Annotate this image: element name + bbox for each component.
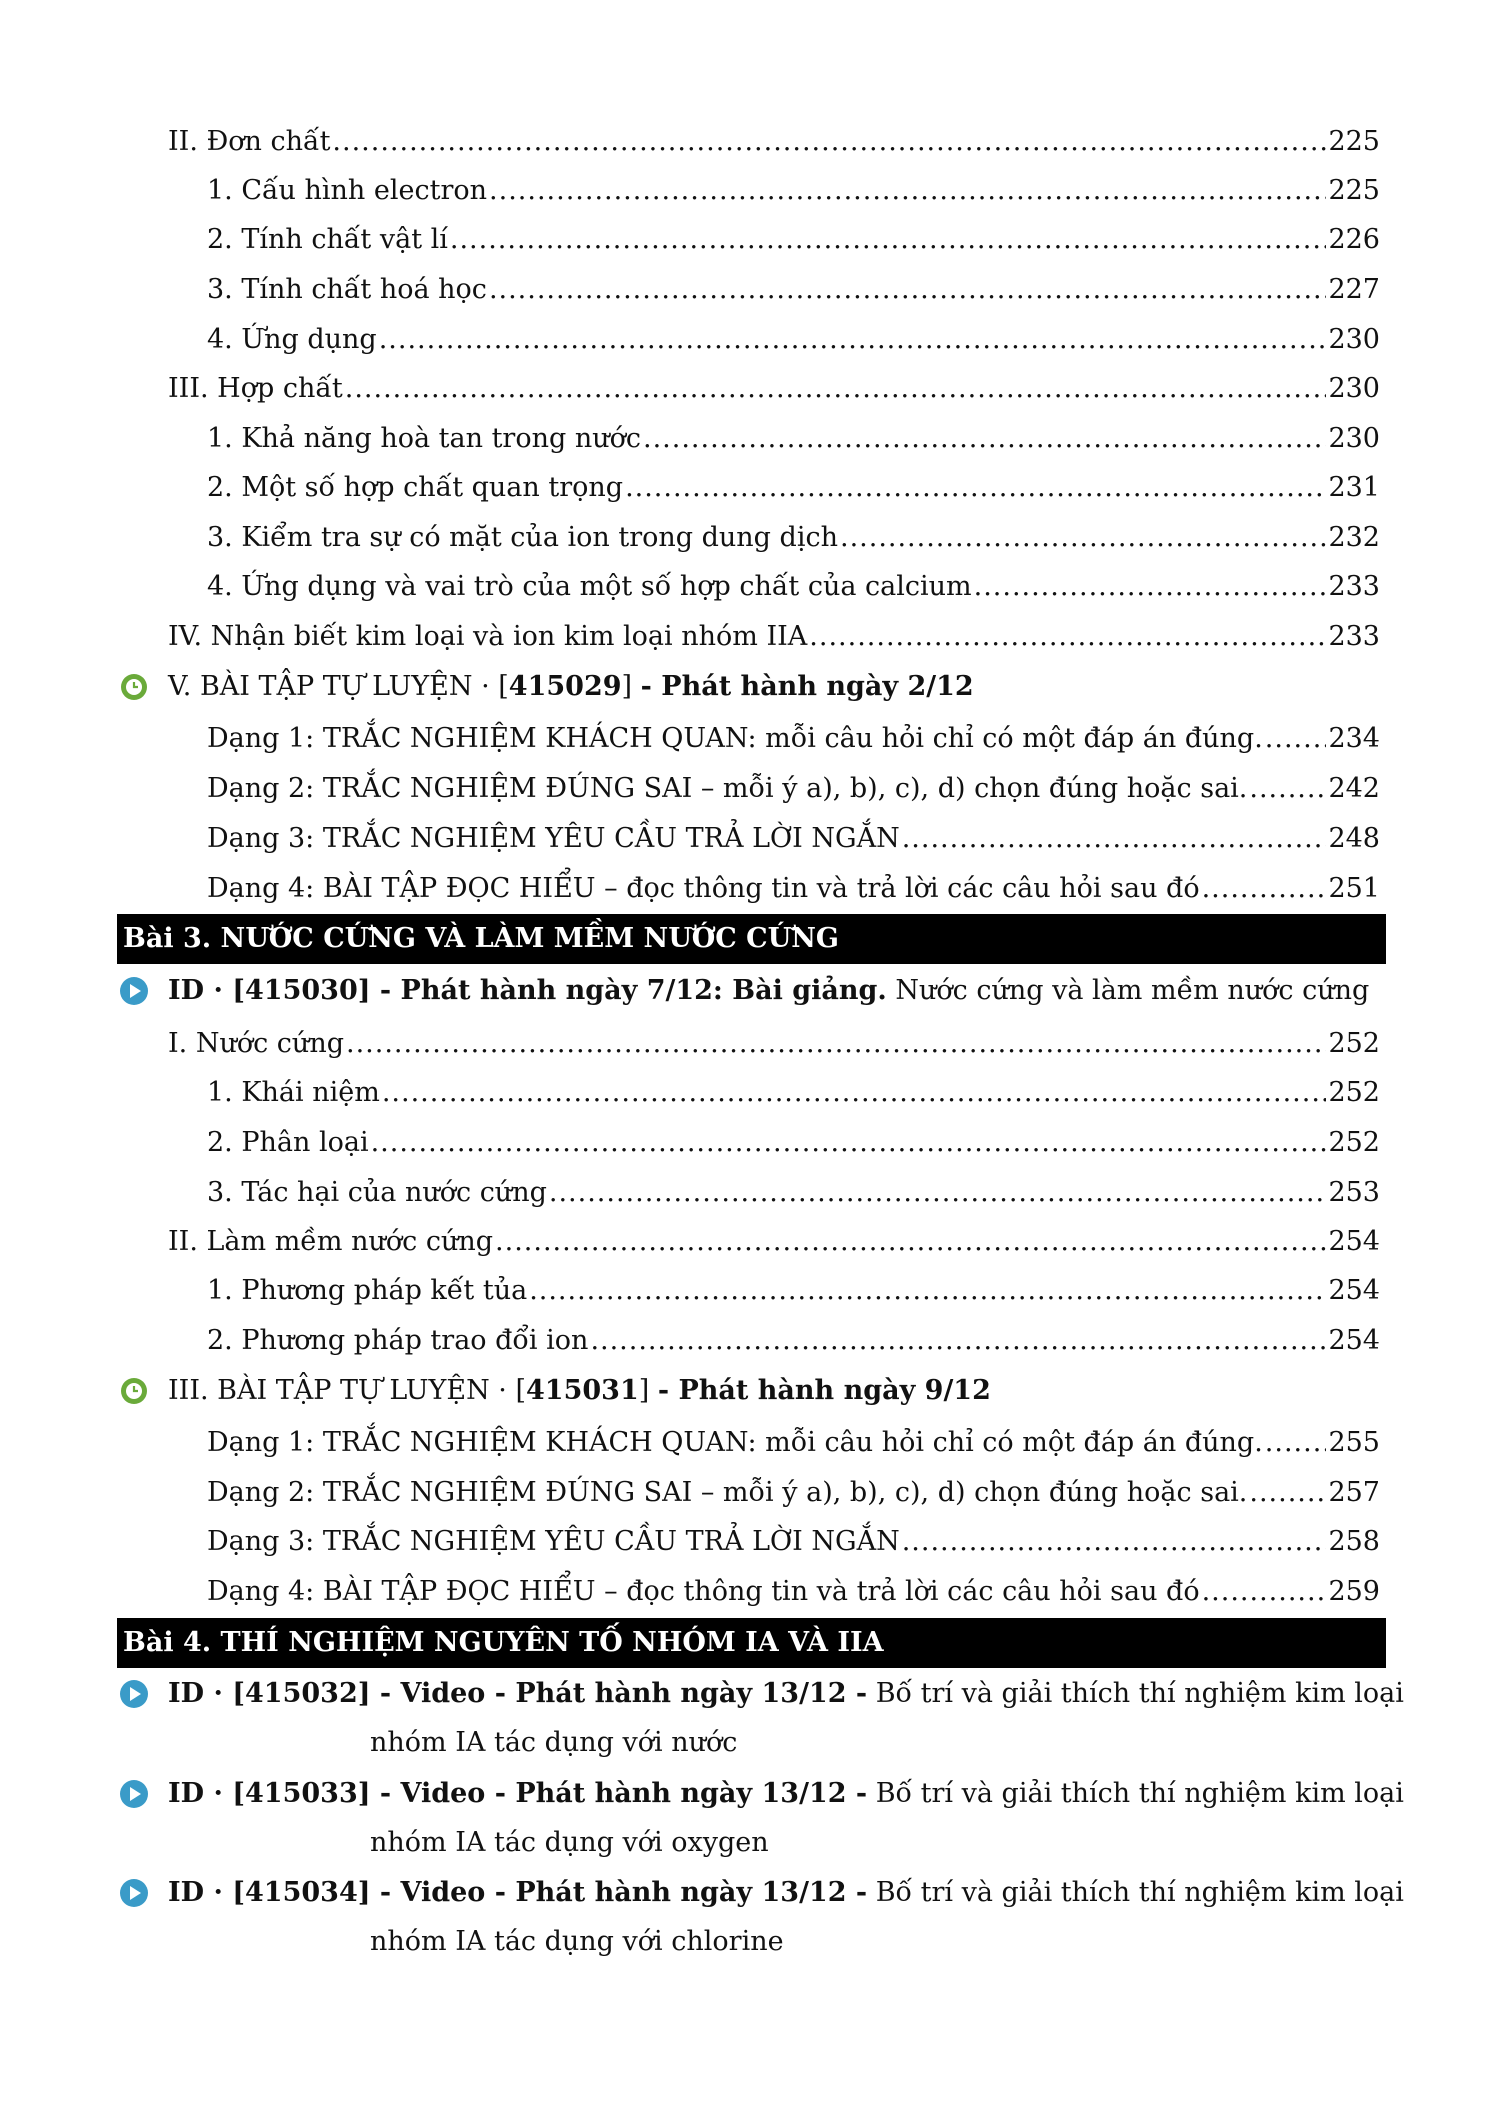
toc-entry-label: I. Nước cứng	[168, 1028, 344, 1059]
play-icon[interactable]	[119, 1779, 149, 1809]
toc-entry-label: 1. Phương pháp kết tủa	[207, 1275, 528, 1306]
toc-entry[interactable]	[207, 1418, 1380, 1468]
play-icon[interactable]	[119, 1878, 149, 1908]
toc-entry-page: 230	[1328, 373, 1380, 404]
toc-entry-page: 252	[1328, 1127, 1380, 1158]
practice-heading[interactable]	[168, 662, 974, 712]
toc-entry[interactable]	[207, 814, 1380, 864]
video-title-continued: nhóm IA tác dụng với nước	[370, 1727, 738, 1758]
toc-entry[interactable]	[207, 1517, 1380, 1567]
leader-dots	[809, 612, 1326, 662]
toc-entry-page: 248	[1328, 823, 1380, 854]
practice-release: - Phát hành ngày 2/12	[640, 671, 974, 702]
toc-entry-page: 225	[1328, 175, 1380, 206]
leader-dots	[450, 215, 1327, 265]
toc-entry-label: 3. Tính chất hoá học	[207, 274, 487, 305]
toc-entry-page: 227	[1328, 274, 1380, 305]
practice-id: 415031	[526, 1375, 639, 1406]
leader-dots	[840, 513, 1326, 563]
leader-dots	[1202, 1567, 1327, 1617]
toc-entry-label: 1. Khả năng hoà tan trong nước	[207, 423, 641, 454]
leader-dots	[902, 1517, 1327, 1567]
toc-entry-label: 2. Một số hợp chất quan trọng	[207, 472, 624, 503]
toc-entry-label: Dạng 3: TRẮC NGHIỆM YÊU CẦU TRẢ LỜI NGẮN	[207, 1526, 900, 1557]
toc-entry-page: 232	[1328, 522, 1380, 553]
toc-entry-page: 252	[1328, 1028, 1380, 1059]
practice-prefix: III. BÀI TẬP TỰ LUYỆN · [	[168, 1375, 527, 1406]
toc-entry[interactable]	[207, 1266, 1380, 1316]
toc-entry[interactable]	[207, 414, 1380, 464]
toc-entry[interactable]	[207, 1468, 1380, 1518]
toc-entry-label: Dạng 4: BÀI TẬP ĐỌC HIỂU – đọc thông tin và trả lời các câu hỏi sau đó	[207, 1576, 1200, 1607]
toc-entry-label: Dạng 2: TRẮC NGHIỆM ĐÚNG SAI – mỗi ý a), b), c), d) chọn đúng hoặc sai.	[207, 1477, 1248, 1508]
toc-entry-label: 3. Kiểm tra sự có mặt của ion trong dung dịch	[207, 522, 838, 553]
play-icon[interactable]	[119, 976, 149, 1006]
toc-entry-label: 2. Phân loại	[207, 1127, 369, 1158]
toc-entry-label: 1. Khái niệm	[207, 1077, 380, 1108]
toc-entry-page: 233	[1328, 621, 1380, 652]
video-title: Bố trí và giải thích thí nghiệm kim loại	[867, 1778, 1404, 1809]
toc-entry-page: 257	[1328, 1477, 1380, 1508]
leader-dots	[549, 1168, 1327, 1218]
leader-dots	[1265, 1418, 1327, 1468]
toc-entry-page: 254	[1328, 1226, 1380, 1257]
lecture-id: ID · [415030] - Phát hành ngày 7/12: Bài giảng.	[168, 975, 887, 1006]
toc-entry-page: 254	[1328, 1275, 1380, 1306]
toc-entry-label: 2. Tính chất vật lí	[207, 224, 448, 255]
leader-dots	[529, 1266, 1326, 1316]
toc-entry-label: 4. Ứng dụng và vai trò của một số hợp chất của calcium	[207, 571, 972, 602]
leader-dots	[902, 814, 1327, 864]
video-title: Bố trí và giải thích thí nghiệm kim loại	[867, 1678, 1404, 1709]
toc-entry[interactable]	[207, 764, 1380, 814]
toc-entry-page: 252	[1328, 1077, 1380, 1108]
toc-entry-label: II. Đơn chất	[168, 126, 331, 157]
video-title: Bố trí và giải thích thí nghiệm kim loại	[867, 1877, 1404, 1908]
toc-entry-label: Dạng 2: TRẮC NGHIỆM ĐÚNG SAI – mỗi ý a), b), c), d) chọn đúng hoặc sai.	[207, 773, 1248, 804]
toc-entry-page: 251	[1328, 873, 1380, 904]
toc-entry-page: 242	[1328, 773, 1380, 804]
toc-entry-label: 3. Tác hại của nước cứng	[207, 1177, 547, 1208]
leader-dots	[345, 364, 1327, 414]
leader-dots	[379, 315, 1327, 365]
leader-dots	[1202, 864, 1327, 914]
toc-entry-page: 234	[1328, 723, 1380, 754]
practice-suffix: ]	[621, 671, 641, 702]
toc-entry[interactable]	[207, 1068, 1380, 1118]
leader-dots	[1265, 714, 1327, 764]
toc-entry[interactable]	[207, 166, 1380, 216]
toc-entry[interactable]	[168, 612, 1380, 662]
leader-dots	[371, 1118, 1327, 1168]
lesson-header: Bài 4. THÍ NGHIỆM NGUYÊN TỐ NHÓM IA VÀ IIA	[117, 1618, 1386, 1668]
toc-entry-label: II. Làm mềm nước cứng	[168, 1226, 494, 1257]
leader-dots	[489, 265, 1327, 315]
leader-dots	[625, 463, 1326, 513]
leader-dots	[489, 166, 1326, 216]
toc-entry-page: 259	[1328, 1576, 1380, 1607]
practice-prefix: V. BÀI TẬP TỰ LUYỆN · [	[168, 671, 509, 702]
toc-entry[interactable]	[207, 1567, 1380, 1617]
toc-entry-page: 225	[1328, 126, 1380, 157]
leader-dots	[974, 562, 1327, 612]
toc-entry-label: Dạng 3: TRẮC NGHIỆM YÊU CẦU TRẢ LỜI NGẮN	[207, 823, 900, 854]
leader-dots	[495, 1217, 1326, 1267]
toc-entry[interactable]	[207, 864, 1380, 914]
toc-entry[interactable]	[207, 1168, 1380, 1218]
toc-entry[interactable]	[207, 315, 1380, 365]
practice-heading[interactable]	[168, 1366, 991, 1416]
toc-entry[interactable]	[207, 215, 1380, 265]
lecture-link[interactable]	[168, 966, 1369, 1016]
toc-entry-label: IV. Nhận biết kim loại và ion kim loại nhóm IIA	[168, 621, 808, 652]
toc-entry[interactable]	[168, 1217, 1380, 1267]
leader-dots	[1249, 1468, 1326, 1518]
toc-entry-page: 233	[1328, 571, 1380, 602]
clock-icon	[119, 1376, 149, 1406]
video-link[interactable]	[168, 1868, 1404, 1918]
toc-entry-page: 231	[1328, 472, 1380, 503]
toc-entry[interactable]	[207, 1316, 1380, 1366]
lesson-header: Bài 3. NƯỚC CỨNG VÀ LÀM MỀM NƯỚC CỨNG	[117, 914, 1386, 964]
toc-entry-page: 230	[1328, 423, 1380, 454]
leader-dots	[346, 1019, 1326, 1069]
toc-entry[interactable]	[168, 1019, 1380, 1069]
toc-entry-page: 254	[1328, 1325, 1380, 1356]
toc-entry[interactable]	[168, 117, 1380, 167]
play-icon[interactable]	[119, 1679, 149, 1709]
practice-release: - Phát hành ngày 9/12	[657, 1375, 991, 1406]
toc-entry-label: 4. Ứng dụng	[207, 324, 377, 355]
toc-entry[interactable]	[207, 1118, 1380, 1168]
toc-entry[interactable]	[207, 265, 1380, 315]
toc-entry[interactable]	[207, 562, 1380, 612]
toc-entry-label: III. Hợp chất	[168, 373, 343, 404]
toc-entry-label: Dạng 4: BÀI TẬP ĐỌC HIỂU – đọc thông tin và trả lời các câu hỏi sau đó	[207, 873, 1200, 904]
video-id: ID · [415034] - Video - Phát hành ngày 13/12 -	[168, 1877, 868, 1908]
leader-dots	[590, 1316, 1326, 1366]
clock-icon	[119, 672, 149, 702]
video-id: ID · [415033] - Video - Phát hành ngày 13/12 -	[168, 1778, 868, 1809]
toc-entry[interactable]	[207, 513, 1380, 563]
toc-entry-label: Dạng 1: TRẮC NGHIỆM KHÁCH QUAN: mỗi câu hỏi chỉ có một đáp án đúng.	[207, 1427, 1263, 1458]
video-title-continued: nhóm IA tác dụng với chlorine	[370, 1926, 784, 1957]
leader-dots	[643, 414, 1326, 464]
toc-entry-page: 226	[1328, 224, 1380, 255]
toc-entry-page: 255	[1328, 1427, 1380, 1458]
toc-entry-label: 2. Phương pháp trao đổi ion	[207, 1325, 589, 1356]
video-link[interactable]	[168, 1669, 1404, 1719]
lecture-title: Nước cứng và làm mềm nước cứng	[886, 975, 1370, 1006]
toc-entry[interactable]	[207, 463, 1380, 513]
toc-entry-page: 258	[1328, 1526, 1380, 1557]
toc-entry-label: 1. Cấu hình electron	[207, 175, 488, 206]
toc-entry[interactable]	[168, 364, 1380, 414]
video-title-continued: nhóm IA tác dụng với oxygen	[370, 1827, 769, 1858]
leader-dots	[332, 117, 1326, 167]
toc-entry-label: Dạng 1: TRẮC NGHIỆM KHÁCH QUAN: mỗi câu hỏi chỉ có một đáp án đúng.	[207, 723, 1263, 754]
toc-entry-page: 253	[1328, 1177, 1380, 1208]
practice-id: 415029	[508, 671, 622, 702]
toc-entry[interactable]	[207, 714, 1380, 764]
video-link[interactable]	[168, 1769, 1404, 1819]
video-id: ID · [415032] - Video - Phát hành ngày 13/12 -	[168, 1678, 868, 1709]
toc-entry-page: 230	[1328, 324, 1380, 355]
practice-suffix: ]	[638, 1375, 658, 1406]
leader-dots	[1249, 764, 1326, 814]
leader-dots	[382, 1068, 1327, 1118]
